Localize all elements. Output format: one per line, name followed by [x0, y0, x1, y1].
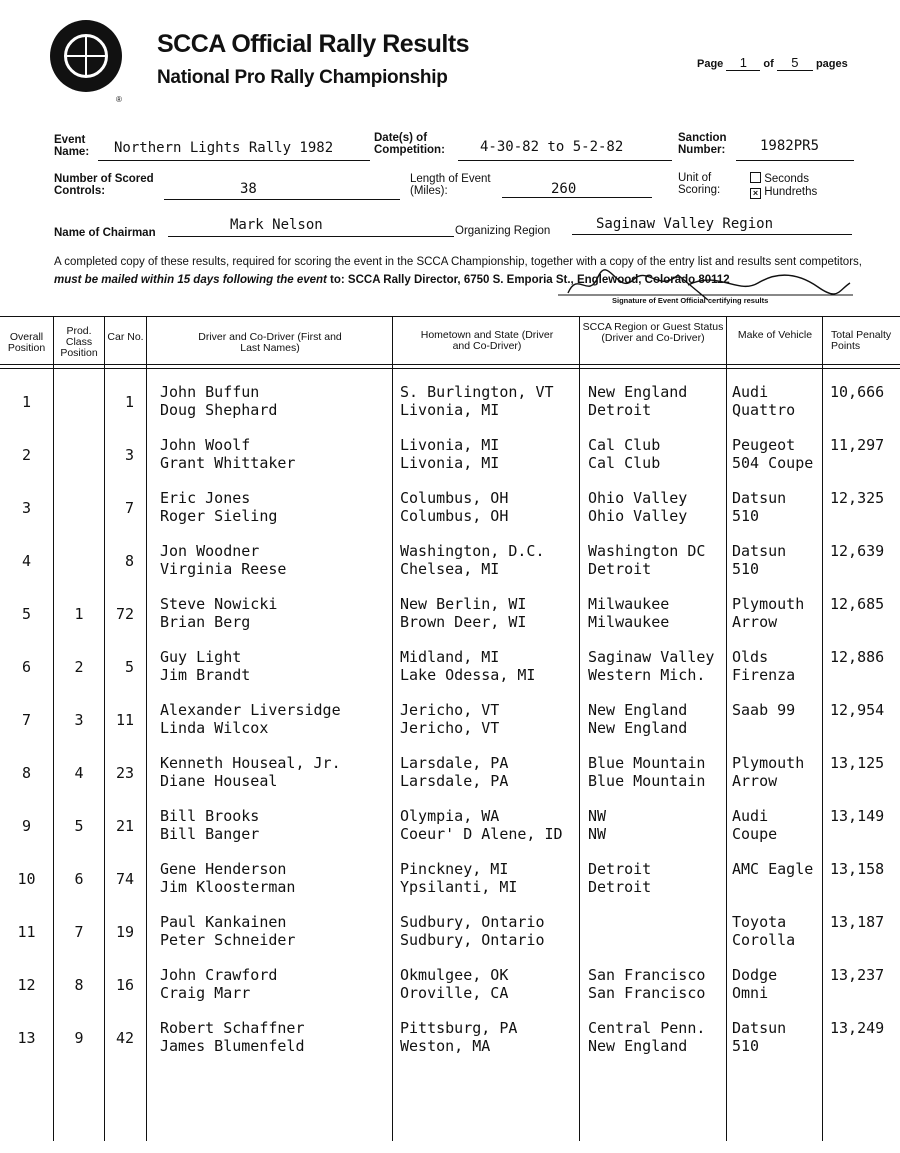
- overall-position: 8: [21, 764, 32, 782]
- vehicle-make: Datsun: [732, 1019, 787, 1037]
- car-number: 1: [124, 393, 134, 411]
- codriver-hometown: Coeur' D Alene, ID: [400, 825, 563, 843]
- table-row: [0, 489, 900, 542]
- car-number: 7: [124, 499, 134, 517]
- driver-region: Cal Club: [588, 436, 661, 454]
- driver-hometown: New Berlin, WI: [400, 595, 527, 613]
- vehicle-model: 510: [732, 1037, 760, 1055]
- overall-position: 13: [17, 1029, 36, 1047]
- overall-position: 6: [21, 658, 32, 676]
- overall-position: 2: [21, 446, 32, 464]
- overall-position: 1: [21, 393, 32, 411]
- vehicle-model: Firenza: [732, 666, 796, 684]
- driver-region: New England: [588, 701, 688, 719]
- event-name-label: Event Name:: [54, 134, 90, 158]
- vehicle-model: 504 Coupe: [732, 454, 814, 472]
- vehicle-make: Audi: [732, 807, 769, 825]
- driver-name: John Buffun: [160, 383, 260, 401]
- total-points: 11,297: [830, 436, 885, 454]
- driver-region: Blue Mountain: [588, 754, 706, 772]
- table-row: [0, 966, 900, 1019]
- codriver-hometown: Lake Odessa, MI: [400, 666, 536, 684]
- class-position: 8: [74, 976, 84, 994]
- codriver-region: Blue Mountain: [588, 772, 706, 790]
- organizing-region: Saginaw Valley Region: [596, 216, 774, 232]
- overall-position: 11: [17, 923, 36, 941]
- total-points: 12,954: [830, 701, 885, 719]
- table-row: [0, 860, 900, 913]
- driver-name: Kenneth Houseal, Jr.: [160, 754, 341, 772]
- codriver-hometown: Columbus, OH: [400, 507, 509, 525]
- driver-name: Gene Henderson: [160, 860, 287, 878]
- codriver-region: New England: [588, 1037, 688, 1055]
- region-label: Organizing Region: [455, 225, 551, 237]
- total-points: 13,249: [830, 1019, 885, 1037]
- scored-controls: 38: [240, 181, 257, 197]
- overall-position: 10: [17, 870, 36, 888]
- codriver-name: Brian Berg: [160, 613, 251, 631]
- vehicle-model: Arrow: [732, 613, 778, 631]
- overall-position: 12: [17, 976, 36, 994]
- class-position: 9: [74, 1029, 84, 1047]
- page-number: 1: [726, 55, 760, 71]
- dates-label: Date(s) of Competition:: [374, 132, 445, 156]
- page-indicator: Page 1 of 5 pages: [697, 55, 848, 70]
- page-total: 5: [777, 55, 813, 71]
- codriver-region: New England: [588, 719, 688, 737]
- driver-name: John Woolf: [160, 436, 251, 454]
- table-row: [0, 701, 900, 754]
- driver-name: Bill Brooks: [160, 807, 260, 825]
- col-make: Make of Vehicle: [737, 329, 813, 341]
- driver-region: Central Penn.: [588, 1019, 706, 1037]
- class-position: 6: [74, 870, 84, 888]
- class-position: 5: [74, 817, 84, 835]
- scca-logo-icon: [50, 20, 122, 92]
- codriver-hometown: Sudbury, Ontario: [400, 931, 545, 949]
- col-overall-position: Overall Position: [7, 331, 46, 354]
- car-number: 19: [115, 923, 134, 941]
- car-number: 74: [115, 870, 134, 888]
- codriver-region: Detroit: [588, 401, 652, 419]
- driver-region: Saginaw Valley: [588, 648, 715, 666]
- codriver-name: Bill Banger: [160, 825, 260, 843]
- driver-hometown: Larsdale, PA: [400, 754, 509, 772]
- table-row: [0, 807, 900, 860]
- col-driver: Driver and Co-Driver (First and Last Names): [198, 331, 342, 354]
- overall-position: 3: [21, 499, 32, 517]
- class-position: 2: [74, 658, 84, 676]
- chairman-name: Mark Nelson: [230, 217, 323, 233]
- class-position: 1: [74, 605, 84, 623]
- codriver-region: Detroit: [588, 560, 652, 578]
- codriver-region: San Francisco: [588, 984, 706, 1002]
- driver-region: Milwaukee: [588, 595, 670, 613]
- table-row: [0, 595, 900, 648]
- col-prod-class: Prod. Class Position: [60, 325, 98, 359]
- vehicle-make: AMC Eagle: [732, 860, 814, 878]
- checkbox-checked-icon: ×: [750, 188, 761, 199]
- col-points: Total Penalty Points: [831, 330, 892, 352]
- car-number: 23: [115, 764, 134, 782]
- codriver-hometown: Oroville, CA: [400, 984, 509, 1002]
- sanction-number: 1982PR5: [760, 138, 820, 154]
- event-name: Northern Lights Rally 1982: [114, 140, 334, 156]
- total-points: 13,125: [830, 754, 885, 772]
- vehicle-model: Corolla: [732, 931, 796, 949]
- car-number: 21: [115, 817, 134, 835]
- vehicle-model: Omni: [732, 984, 769, 1002]
- page-title: SCCA Official Rally Results: [157, 30, 470, 58]
- wheel-icon: [64, 34, 108, 78]
- vehicle-make: Toyota: [732, 913, 787, 931]
- codriver-hometown: Chelsea, MI: [400, 560, 500, 578]
- col-region: SCCA Region or Guest Status (Driver and Co-Driver): [582, 321, 724, 344]
- total-points: 12,685: [830, 595, 885, 613]
- vehicle-model: 510: [732, 560, 760, 578]
- driver-region: San Francisco: [588, 966, 706, 984]
- class-position: 4: [74, 764, 84, 782]
- vehicle-make: Olds: [732, 648, 769, 666]
- driver-region: Ohio Valley: [588, 489, 688, 507]
- car-number: 11: [115, 711, 134, 729]
- codriver-hometown: Brown Deer, WI: [400, 613, 527, 631]
- driver-name: Paul Kankainen: [160, 913, 287, 931]
- class-position: 7: [74, 923, 84, 941]
- codriver-name: Jim Kloosterman: [160, 878, 296, 896]
- codriver-name: Virginia Reese: [160, 560, 287, 578]
- unit-label: Unit of Scoring:: [678, 172, 721, 196]
- unit-seconds-option: Seconds: [750, 172, 809, 185]
- table-row: [0, 383, 900, 436]
- sanction-label: Sanction Number:: [678, 132, 727, 156]
- event-dates: 4-30-82 to 5-2-82: [480, 139, 624, 155]
- overall-position: 9: [21, 817, 32, 835]
- table-row: [0, 542, 900, 595]
- driver-name: John Crawford: [160, 966, 278, 984]
- chairman-label: Name of Chairman: [54, 227, 156, 239]
- checkbox-empty-icon: [750, 172, 761, 183]
- codriver-name: Linda Wilcox: [160, 719, 269, 737]
- total-points: 12,886: [830, 648, 885, 666]
- driver-hometown: Okmulgee, OK: [400, 966, 509, 984]
- controls-label: Number of Scored Controls:: [54, 173, 154, 197]
- table-row: [0, 1019, 900, 1072]
- codriver-name: Diane Houseal: [160, 772, 278, 790]
- page-subtitle: National Pro Rally Championship: [157, 67, 448, 88]
- codriver-name: Craig Marr: [160, 984, 251, 1002]
- table-row: [0, 436, 900, 489]
- vehicle-model: 510: [732, 507, 760, 525]
- driver-region: Washington DC: [588, 542, 706, 560]
- codriver-region: Western Mich.: [588, 666, 706, 684]
- car-number: 16: [115, 976, 134, 994]
- car-number: 72: [115, 605, 134, 623]
- car-number: 8: [124, 552, 134, 570]
- codriver-hometown: Ypsilanti, MI: [400, 878, 518, 896]
- driver-hometown: Pittsburg, PA: [400, 1019, 518, 1037]
- overall-position: 5: [21, 605, 32, 623]
- codriver-region: Milwaukee: [588, 613, 670, 631]
- table-row: [0, 648, 900, 701]
- driver-hometown: Jericho, VT: [400, 701, 500, 719]
- codriver-hometown: Weston, MA: [400, 1037, 491, 1055]
- codriver-hometown: Larsdale, PA: [400, 772, 509, 790]
- codriver-hometown: Livonia, MI: [400, 454, 500, 472]
- car-number: 42: [115, 1029, 134, 1047]
- driver-hometown: Sudbury, Ontario: [400, 913, 545, 931]
- codriver-hometown: Livonia, MI: [400, 401, 500, 419]
- codriver-region: Ohio Valley: [588, 507, 688, 525]
- codriver-name: Roger Sieling: [160, 507, 278, 525]
- event-length: 260: [551, 181, 577, 197]
- total-points: 13,158: [830, 860, 885, 878]
- driver-hometown: Pinckney, MI: [400, 860, 509, 878]
- col-hometown: Hometown and State (Driver and Co-Driver): [420, 329, 554, 352]
- total-points: 13,237: [830, 966, 885, 984]
- class-position: 3: [74, 711, 84, 729]
- overall-position: 7: [21, 711, 32, 729]
- vehicle-model: Quattro: [732, 401, 796, 419]
- vehicle-make: Datsun: [732, 542, 787, 560]
- vehicle-model: Arrow: [732, 772, 778, 790]
- driver-region: Detroit: [588, 860, 652, 878]
- total-points: 12,639: [830, 542, 885, 560]
- codriver-region: NW: [588, 825, 607, 843]
- registered-mark: ®: [116, 95, 122, 104]
- signature-caption: Signature of Event Official certifying results: [612, 296, 769, 305]
- codriver-name: James Blumenfeld: [160, 1037, 305, 1055]
- driver-hometown: Midland, MI: [400, 648, 500, 666]
- driver-hometown: Columbus, OH: [400, 489, 509, 507]
- codriver-name: Peter Schneider: [160, 931, 296, 949]
- codriver-name: Jim Brandt: [160, 666, 251, 684]
- driver-name: Jon Woodner: [160, 542, 260, 560]
- overall-position: 4: [21, 552, 32, 570]
- car-number: 5: [124, 658, 134, 676]
- vehicle-make: Datsun: [732, 489, 787, 507]
- vehicle-make: Audi: [732, 383, 769, 401]
- driver-hometown: Olympia, WA: [400, 807, 500, 825]
- mailing-instructions: A completed copy of these results, required for scoring the event in the SCCA Championship, together with a copy of the entry list and results sent competitors, must be mailed within 15 days following the event to: SCCA Rally Director, 6750 S. Emporia St., Englewood, Colorado 80112: [54, 256, 862, 286]
- vehicle-make: Plymouth: [732, 754, 805, 772]
- driver-name: Steve Nowicki: [160, 595, 278, 613]
- vehicle-make: Dodge: [732, 966, 778, 984]
- driver-name: Eric Jones: [160, 489, 251, 507]
- vehicle-model: Coupe: [732, 825, 778, 843]
- total-points: 12,325: [830, 489, 885, 507]
- driver-name: Guy Light: [160, 648, 242, 666]
- vehicle-make: Plymouth: [732, 595, 805, 613]
- codriver-region: Detroit: [588, 878, 652, 896]
- driver-region: NW: [588, 807, 607, 825]
- total-points: 10,666: [830, 383, 885, 401]
- codriver-hometown: Jericho, VT: [400, 719, 500, 737]
- driver-name: Robert Schaffner: [160, 1019, 305, 1037]
- table-row: [0, 754, 900, 807]
- vehicle-make: Saab 99: [732, 701, 796, 719]
- driver-hometown: Livonia, MI: [400, 436, 500, 454]
- codriver-region: Cal Club: [588, 454, 661, 472]
- car-number: 3: [124, 446, 134, 464]
- driver-hometown: S. Burlington, VT: [400, 383, 554, 401]
- driver-hometown: Washington, D.C.: [400, 542, 545, 560]
- col-car-no: Car No.: [107, 331, 144, 343]
- codriver-name: Doug Shephard: [160, 401, 278, 419]
- codriver-name: Grant Whittaker: [160, 454, 296, 472]
- vehicle-make: Peugeot: [732, 436, 796, 454]
- total-points: 13,187: [830, 913, 885, 931]
- length-label: Length of Event (Miles):: [410, 173, 491, 197]
- unit-hundreths-option: × Hundreths: [750, 186, 817, 199]
- total-points: 13,149: [830, 807, 885, 825]
- table-row: [0, 913, 900, 966]
- driver-name: Alexander Liversidge: [160, 701, 341, 719]
- driver-region: New England: [588, 383, 688, 401]
